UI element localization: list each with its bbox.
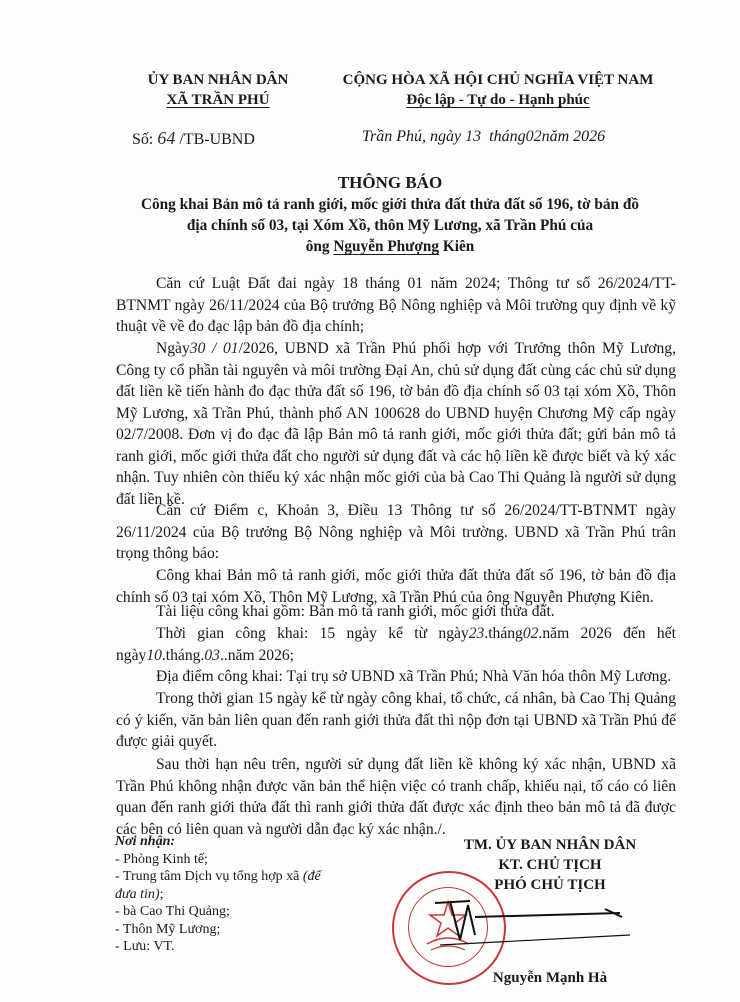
signer-role-2: PHÓ CHỦ TỊCH	[494, 877, 606, 893]
authority-name: ỦY BAN NHÂN DÂN	[147, 72, 289, 88]
commune-name: XÃ TRẦN PHÚ	[166, 92, 270, 108]
paragraph-legal-basis-2: Căn cứ Điểm c, Khoản 3, Điều 13 Thông tư số 26/2024/TT-BTNMT ngày 26/11/2024 của Bộ trưởng Bộ Nông nghiệp và Môi trường. UBND xã Trần Phú trân trọng thông báo:	[116, 502, 676, 562]
country-name: CỘNG HÒA XÃ HỘI CHỦ NGHĨA VIỆT NAM	[342, 72, 654, 88]
paragraph-legal-basis: Căn cứ Luật Đất đai ngày 18 tháng 01 năm 2024; Thông tư số 26/2024/TT-BTNMT ngày 26/11/2024 của Bộ trưởng Bộ Nông nghiệp và Môi trường quy định về kỹ thuật về về đo đạc lập bản đồ địa chính;	[116, 275, 676, 335]
signature-block	[410, 835, 690, 895]
recipient-item: - Phòng Kinh tế;	[115, 851, 208, 867]
paragraph-objections: Trong thời gian 15 ngày kể từ ngày công khai, tổ chức, cá nhân, bà Cao Thị Quảng có ý kiến, văn bản liên quan đến ranh giới thửa đất thì nộp đơn tại UBND xã Trần Phú để được giải quyết.	[116, 690, 676, 750]
motto: Độc lập - Tự do - Hạnh phúc	[406, 92, 590, 108]
document-number: Số: 64 /TB-UBND	[132, 128, 255, 148]
paragraph-location: Địa điểm công khai: Tại trụ sở UBND xã Trần Phú; Nhà Văn hóa thôn Mỹ Lương.	[156, 668, 672, 685]
notice-subtitle: Công khai Bản mô tả ranh giới, mốc giới thửa đất thửa đất số 196, tờ bản đồ địa chính số 03, tại Xóm Xồ, thôn Mỹ Lương, xã Trần Phú của ông Nguyễn Phượng Kiên	[140, 196, 640, 255]
recipients-title: Nơi nhận:	[115, 834, 176, 849]
issuing-authority	[118, 70, 318, 110]
recipient-item: - Thôn Mỹ Lương;	[115, 921, 221, 937]
paragraph-documents: Tài liệu công khai gồm: Bản mô tả ranh giới, mốc giới thửa đất.	[156, 603, 555, 620]
document-date: Trần Phú, ngày 13 tháng02năm 2026	[362, 128, 606, 145]
paragraph-survey: Ngày30 / 01/2026, UBND xã Trần Phú phối hợp với Trưởng thôn Mỹ Lương, Công ty cổ phần tài nguyên và môi trường Đại An, chủ sử dụng đất cùng các chủ sử dụng đất liền kề tiến hành đo đạc thửa đất số 196, tờ bản đồ địa chính số 03 tại xóm Xồ, Thôn Mỹ Lương, xã Trần Phú, thành phố AN 100628 do UBND huyện Chương Mỹ cấp ngày 02/7/2008. Đơn vị đo đạc đã lập Bản mô tả ranh giới, mốc giới thửa đất; gửi bản mô tả ranh giới, mốc giới thửa đất cho người sử dụng đất và các hộ liền kề được biết và ký xác nhận. Tuy nhiên còn thiếu ký xác nhận mốc giới của bà Cao Thi Quảng là người sử dụng đất liền kề.	[116, 340, 676, 508]
recipient-item: - bà Cao Thi Quảng;	[115, 904, 230, 919]
recipients-list	[115, 833, 335, 956]
notice-title: THÔNG BÁO	[337, 173, 443, 192]
paragraph-conclusion: Sau thời hạn nêu trên, người sử dụng đất liền kề không ký xác nhận, UBND xã Trần Phú không nhận được văn bản thể hiện việc có tranh chấp, khiếu nại, tố cáo có liên quan đến ranh giới thửa đất thì ranh giới thửa đất được xác định theo bản mô tả đã được các bên có liên quan và người dẫn đạc ký xác nhận./.	[116, 756, 676, 838]
signer-org: TM. ỦY BAN NHÂN DÂN	[463, 837, 637, 853]
recipient-item: - Lưu: VT.	[115, 939, 175, 954]
handwritten-signature-icon	[430, 895, 630, 955]
recipient-item: - Trung tâm Dịch vụ tổng hợp xã (để đưa tin);	[115, 869, 321, 902]
notice-title-block	[100, 172, 680, 257]
paragraph-publication-period: Thời gian công khai: 15 ngày kể từ ngày23.tháng02.năm 2026 đến hết ngày10.tháng.03..năm 2026;	[116, 625, 676, 664]
signer-name: Nguyễn Mạnh Hà	[492, 970, 608, 986]
national-motto	[318, 70, 678, 110]
handwritten-number: 64	[157, 128, 176, 148]
signer-role-1: KT. CHỦ TỊCH	[498, 857, 602, 873]
paragraph-announcement: Công khai Bản mô tả ranh giới, mốc giới thửa đất thửa đất số 196, tờ bản đồ địa chính số 03 tại xóm Xồ, Thôn Mỹ Lương, xã Trần Phú của ông Nguyễn Phượng Kiên.	[116, 567, 676, 606]
